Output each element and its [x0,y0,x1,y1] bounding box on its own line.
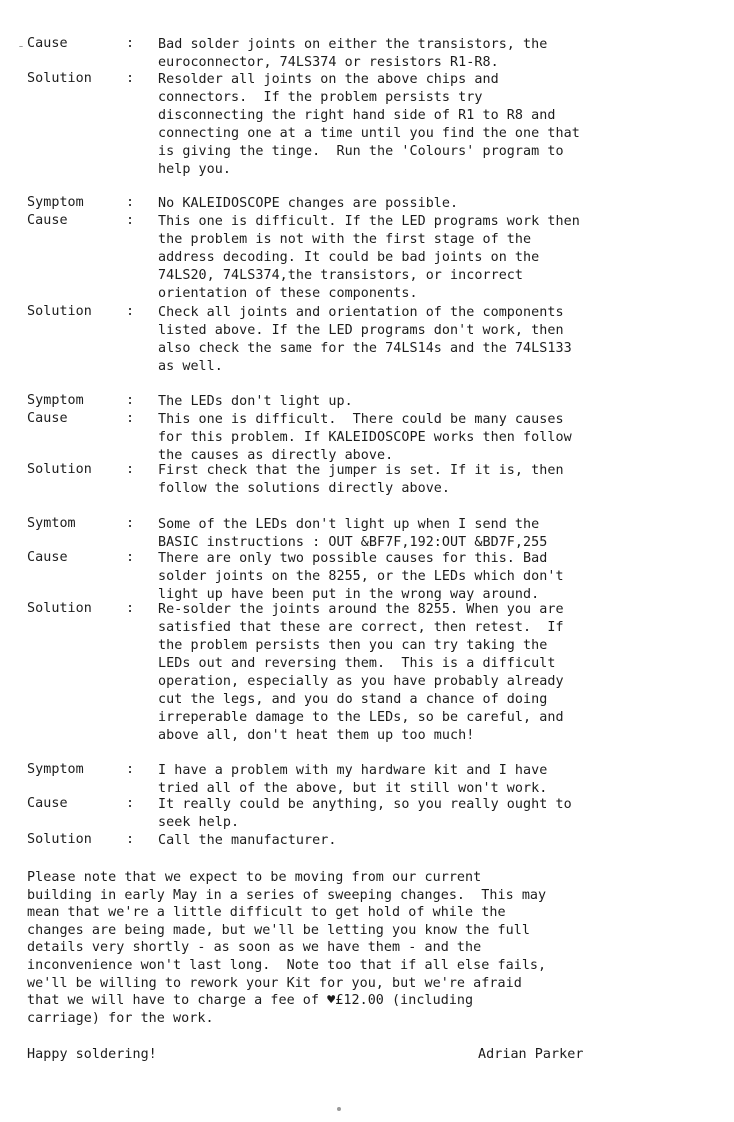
label-separator: : [126,304,135,319]
text-line: above all, don't heat them up too much! [158,728,475,743]
note-line: changes are being made, but we'll be letting you know the full [27,922,530,938]
entry-label: Solution [27,304,92,319]
text-line: No KALEIDOSCOPE changes are possible. [158,196,459,211]
text-line: irreperable damage to the LEDs, so be careful, and [158,710,564,725]
entry-label: Cause [27,213,68,228]
entry-solution [0,304,734,374]
entry-text [158,462,723,498]
entry-label: Symtom [27,516,76,531]
text-line: help you. [158,162,232,177]
text-line: This one is difficult. There could be many causes [158,412,564,427]
note-line: carriage) for the work. [27,1010,214,1026]
text-line: First check that the jumper is set. If it is, then [158,463,564,478]
closing-note [27,870,717,1028]
entry-text [158,71,723,179]
entry-label: Cause [27,796,68,811]
entry-solution [0,71,734,177]
note-line: details very shortly - as soon as we have them - and the [27,940,482,956]
text-line: Bad solder joints on either the transistors, the [158,37,548,52]
text-line: listed above. If the LED programs don't work, then [158,323,564,338]
text-line: the causes as directly above. [158,448,394,463]
text-line: I have a problem with my hardware kit and I have [158,763,548,778]
text-line: 74LS20, 74LS374,the transistors, or incorrect [158,268,524,283]
entry-label: Symptom [27,393,84,408]
text-line: is giving the tinge. Run the 'Colours' program to [158,144,564,159]
text-line: seek help. [158,815,240,830]
text-line: follow the solutions directly above. [158,481,451,496]
text-line: The LEDs don't light up. [158,394,353,409]
text-line: light up have been put in the wrong way around. [158,587,540,602]
entry-solution [0,601,734,743]
author-name: Adrian Parker [478,1047,584,1062]
text-line: This one is difficult. If the LED programs work then [158,214,580,229]
text-line: tried all of the above, but it still won't work. [158,781,548,796]
entry-cause [0,213,734,301]
label-separator: : [126,516,135,531]
text-line: as well. [158,359,223,374]
text-line: euroconnector, 74LS374 or resistors R1-R8. [158,55,499,70]
text-line: cut the legs, and you do stand a chance of doing [158,692,548,707]
text-line: Some of the LEDs don't light up when I send the [158,517,540,532]
sign-off: Happy soldering! [27,1047,157,1062]
entry-label: Cause [27,411,68,426]
label-separator: : [126,71,135,86]
entry-label: Cause [27,550,68,565]
label-separator: : [126,601,135,616]
text-line: operation, especially as you have probably already [158,674,564,689]
entry-label: Symptom [27,195,84,210]
entry-text [158,411,723,465]
label-separator: : [126,796,135,811]
text-line: connecting one at a time until you find the one that [158,126,580,141]
entry-cause [0,36,734,70]
note-line: we'll be willing to rework your Kit for you, but we're afraid [27,975,522,991]
text-line: the problem persists then you can try taking the [158,638,548,653]
text-line: orientation of these components. [158,286,418,301]
text-line: solder joints on the 8255, or the LEDs which don't [158,569,564,584]
label-separator: : [126,550,135,565]
entry-text [158,601,723,745]
note-line: building in early May in a series of sweeping changes. This may [27,887,547,903]
scan-speck [19,46,23,47]
entry-text [158,213,723,303]
label-separator: : [126,195,135,210]
text-line: LEDs out and reversing them. This is a difficult [158,656,556,671]
entry-text [158,304,723,376]
entry-solution [0,832,734,850]
entry-cause [0,550,734,602]
label-separator: : [126,832,135,847]
note-line: that we will have to charge a fee of ♥£12.00 (including [27,993,474,1009]
note-line: inconvenience won't last long. Note too that if all else fails, [27,957,547,973]
entry-cause [0,796,734,830]
text-line: BASIC instructions : OUT &BF7F,192:OUT &BD7F,255 [158,535,548,550]
label-separator: : [126,36,135,51]
label-separator: : [126,393,135,408]
entry-text [158,796,723,832]
text-line: Call the manufacturer. [158,833,337,848]
label-separator: : [126,411,135,426]
entry-symptom [0,393,734,411]
text-line: the problem is not with the first stage of the [158,232,532,247]
entry-text [158,516,723,552]
entry-symptom [0,762,734,796]
note-line: mean that we're a little difficult to get hold of while the [27,905,506,921]
entry-symtom [0,516,734,550]
entry-cause [0,411,734,463]
entry-label: Solution [27,832,92,847]
label-separator: : [126,462,135,477]
entry-text [158,36,723,72]
entry-text [158,550,723,604]
entry-text [158,832,723,850]
entry-text [158,195,723,213]
entry-label: Solution [27,71,92,86]
text-line: It really could be anything, so you really ought to [158,797,572,812]
text-line: Re-solder the joints around the 8255. When you are [158,602,564,617]
text-line: Resolder all joints on the above chips and [158,72,499,87]
entry-label: Cause [27,36,68,51]
entry-text [158,762,723,798]
entry-label: Solution [27,601,92,616]
entry-label: Solution [27,462,92,477]
text-line: satisfied that these are correct, then retest. If [158,620,564,635]
note-line: Please note that we expect to be moving from our current [27,870,482,885]
text-line: Check all joints and orientation of the components [158,305,564,320]
entry-solution [0,462,734,496]
entry-text [158,393,723,411]
entry-symptom [0,195,734,213]
text-line: connectors. If the problem persists try [158,90,483,105]
label-separator: : [126,762,135,777]
entry-label: Symptom [27,762,84,777]
scan-speck [337,1107,341,1111]
text-line: address decoding. It could be bad joints on the [158,250,540,265]
text-line: for this problem. If KALEIDOSCOPE works then follow [158,430,572,445]
text-line: also check the same for the 74LS14s and the 74LS133 [158,341,572,356]
text-line: There are only two possible causes for this. Bad [158,551,548,566]
text-line: disconnecting the right hand side of R1 to R8 and [158,108,556,123]
label-separator: : [126,213,135,228]
